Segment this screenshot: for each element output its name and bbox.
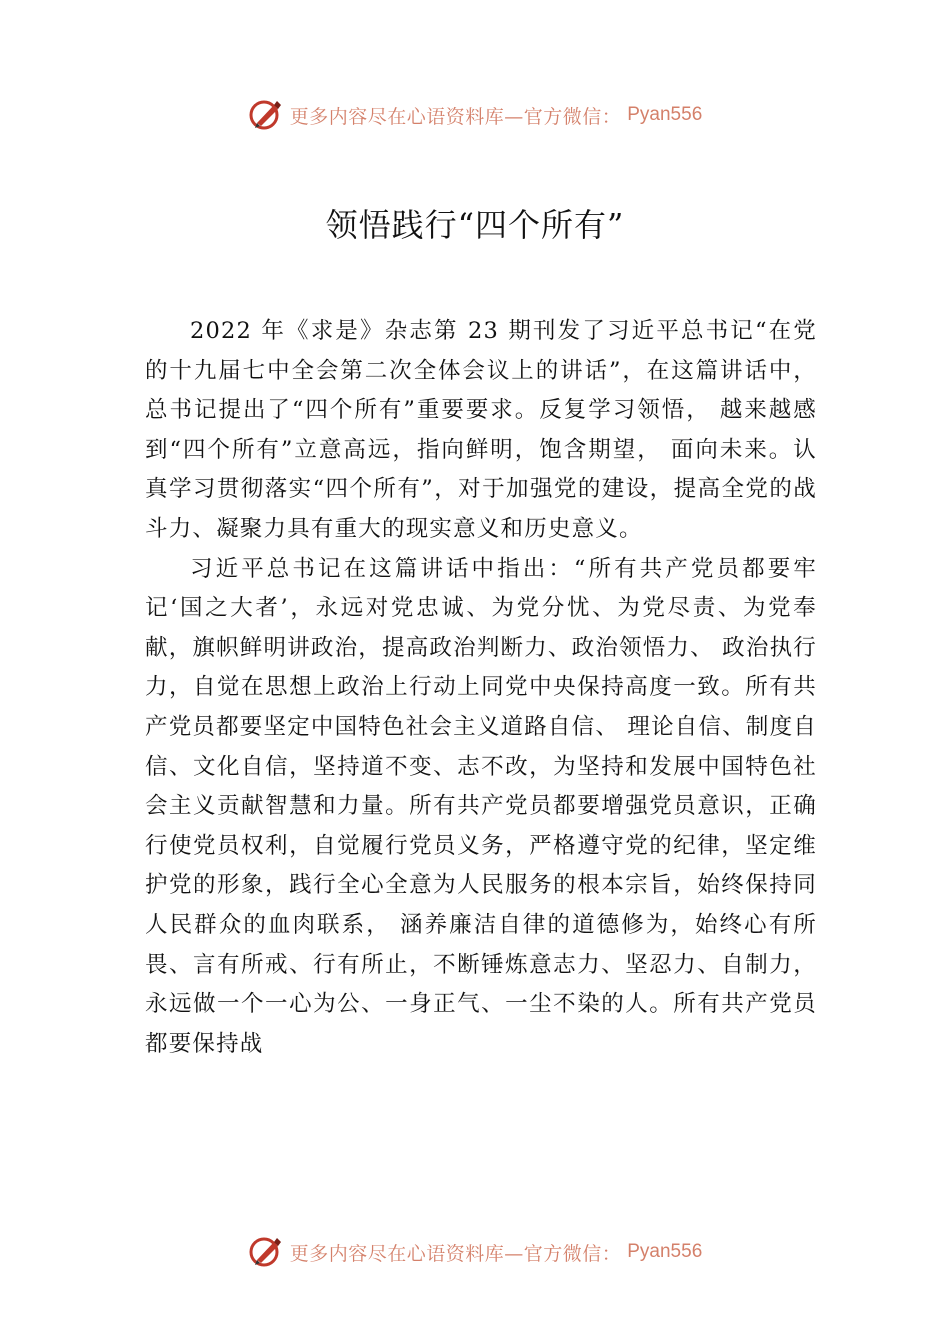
wechat-id: Pyan556 (627, 1241, 703, 1262)
banner-text: 更多内容尽在心语资料库—官方微信： (289, 105, 622, 128)
paragraph: 习近平总书记在这篇讲话中指出：“所有共产党员都要牢记‘国之大者’，永远对党忠诚、为党分忧、为党尽责、为党奉献，旗帜鲜明讲政治，提高政治判断力、政治领悟力、 政治执行力，自觉在思想上政治上行动上同党中央保持高度一致。所有共产党员都要坚定中国特色社会主义道路自信、 理论自信、制度自信、文化自信，坚持道不变、志不改，为坚持和发展中国特色社会主义贡献智慧和力量。所有共产党员都要增强党员意识，正确行使党员权利，自觉履行党员义务，严格遵守党的纪律，坚定维护党的形象，践行全心全意为人民服务的根本宗旨，始终保持同人民群众的血肉联系， 涵养廉洁自律的道德修为，始终心有所畏、言有所戒、行有所止，不断锤炼意志力、坚忍力、自制力，永远做一个一心为公、一身正气、一尘不染的人。所有共产党员都要保持战 (145, 555, 817, 1057)
banner-text: 更多内容尽在心语资料库—官方微信： (289, 1242, 622, 1265)
header-banner (0, 95, 950, 135)
footer-banner (0, 1232, 950, 1272)
article-body (145, 312, 817, 1064)
paragraph: 2022 年《求是》杂志第 23 期刊发了习近平总书记“在党的十九届七中全会第二次全体会议上的讲话”，在这篇讲话中，总书记提出了“四个所有”重要要求。反复学习领悟， 越来越感到“四个所有”立意高远，指向鲜明，饱含期望， 面向未来。认真学习贯彻落实“四个所有”，对于加强党的建设，提高全党的战斗力、凝聚力具有重大的现实意义和历史意义。 (145, 318, 817, 542)
page-title: 领悟践行“四个所有” (325, 206, 625, 244)
wechat-id: Pyan556 (627, 104, 703, 125)
pen-logo-icon (248, 1234, 284, 1270)
pen-logo-icon (248, 97, 284, 133)
